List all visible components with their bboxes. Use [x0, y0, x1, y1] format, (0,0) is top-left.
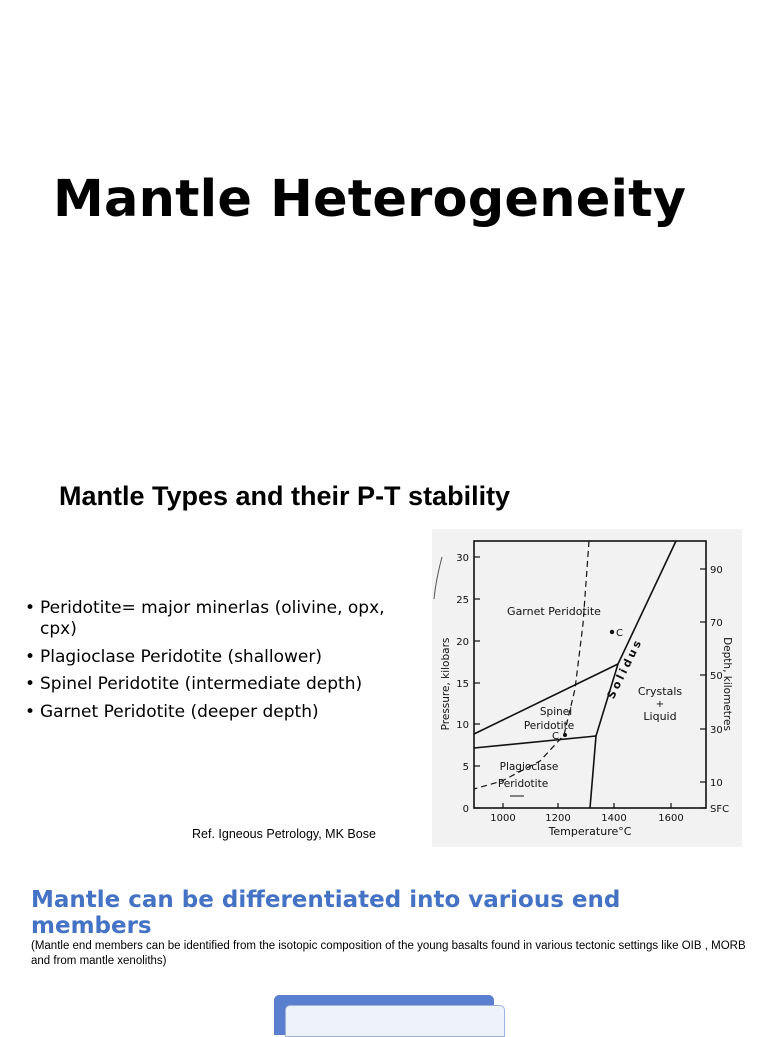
- bullet-item: • Peridotite= major minerlas (olivine, opx, cpx): [24, 598, 424, 640]
- y-tick-label: 5: [462, 762, 469, 773]
- y-tick-label: 10: [456, 720, 469, 731]
- depth-tick-label: SFC: [710, 804, 730, 815]
- y-tick-label: 0: [462, 804, 469, 815]
- y-tick-label: 15: [456, 679, 469, 690]
- solidus-label: Solidus: [604, 635, 646, 702]
- point-c-upper: [610, 630, 614, 634]
- reference-text: Ref. Igneous Petrology, MK Bose: [192, 827, 376, 841]
- garnet-field-label: Garnet Peridotite: [507, 605, 601, 618]
- bullet-item: • Spinel Peridotite (intermediate depth): [24, 674, 424, 695]
- x-tick-label: 1200: [545, 813, 571, 824]
- x-tick-label: 1000: [490, 813, 516, 824]
- depth-tick-label: 50: [710, 671, 723, 682]
- y-axis-label: Pressure, kilobars: [440, 637, 452, 731]
- pt-stability-diagram: [432, 529, 742, 847]
- point-c-label: C: [552, 731, 559, 742]
- x-tick-label: 1400: [601, 813, 627, 824]
- y-tick-label: 30: [456, 553, 469, 564]
- y2-axis-label: Depth, kilometres: [721, 637, 733, 731]
- spinel-field-label: Spinel: [539, 706, 573, 718]
- bullet-item: • Garnet Peridotite (deeper depth): [24, 702, 424, 723]
- depth-tick-label: 30: [710, 725, 723, 736]
- x-axis-label: Temperature°C: [548, 825, 632, 838]
- y-tick-label: 25: [456, 595, 469, 606]
- slide-title: Mantle Heterogeneity: [53, 170, 687, 229]
- depth-tick-label: 70: [710, 618, 723, 629]
- plagioclase-field-label: Peridotite: [497, 778, 549, 790]
- slide-subtitle: Mantle Types and their P-T stability: [59, 481, 511, 511]
- liquid-field-label: +: [655, 699, 665, 710]
- bullet-list: [24, 598, 424, 729]
- section-heading: Mantle can be differentiated into various end members: [31, 887, 621, 939]
- point-c-label: C: [616, 628, 623, 639]
- depth-tick-label: 90: [710, 565, 723, 576]
- point-c-lower: [563, 733, 567, 737]
- y-tick-label: 20: [456, 637, 469, 648]
- liquid-field-label: Liquid: [643, 710, 677, 723]
- text-box: [285, 1005, 505, 1037]
- diagram-svg: [432, 529, 742, 847]
- spinel-field-label: Peridotite: [523, 720, 575, 732]
- bullet-item: • Plagioclase Peridotite (shallower): [24, 647, 424, 668]
- plagioclase-field-label: Plagioclase: [499, 761, 559, 773]
- depth-tick-label: 10: [710, 778, 723, 789]
- section-note: (Mantle end members can be identified from the isotopic composition of the young basalts found in various tectonic settings like OIB , MORB and from mantle xenoliths): [31, 940, 746, 967]
- x-tick-label: 1600: [658, 813, 684, 824]
- liquid-field-label: Crystals: [637, 685, 683, 698]
